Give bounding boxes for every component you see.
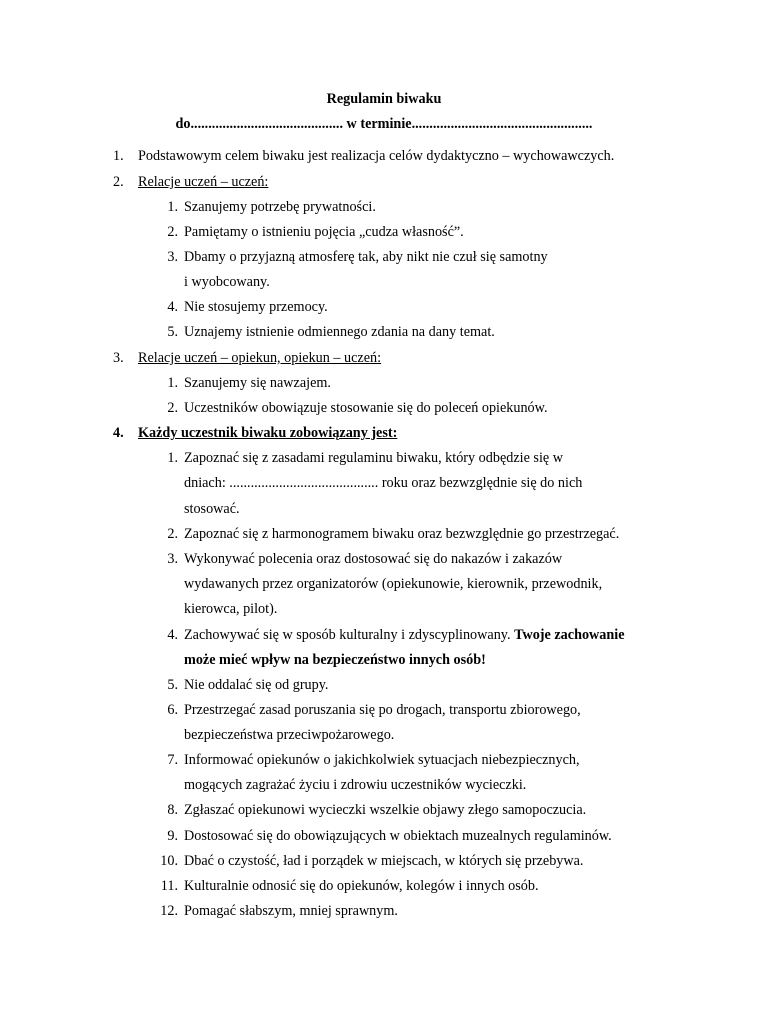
list-item-text: dniach: .......................................... roku oraz bezwzględnie się do nich [184, 475, 583, 491]
list-item-text: Nie stosujemy przemocy. [184, 299, 328, 315]
list-item-number: 10. [160, 853, 178, 869]
section-3-heading: Relacje uczeń – opiekun, opiekun – uczeń: [138, 350, 382, 366]
list-item-text: Dbać o czystość, ład i porządek w miejscach, w których się przebywa. [184, 853, 584, 869]
list-item-text: kierowca, pilot). [184, 601, 278, 617]
list-item-number: 7. [167, 752, 178, 768]
list-item-text-emphasis: może mieć wpływ na bezpieczeństwo innych osób! [184, 652, 486, 668]
list-item-number: 4. [167, 627, 178, 643]
list-item-text: mogących zagrażać życiu i zdrowiu uczestników wycieczki. [184, 777, 527, 793]
list-item-number: 5. [167, 324, 178, 340]
section-4-number: 4. [113, 425, 124, 441]
list-item-number: 2. [167, 400, 178, 416]
list-item-text: Zapoznać się z harmonogramem biwaku oraz bezwzględnie go przestrzegać. [184, 526, 620, 542]
list-item-text: Szanujemy się nawzajem. [184, 375, 331, 391]
section-2-heading: Relacje uczeń – uczeń: [138, 174, 269, 190]
list-item-text: Dostosować się do obowiązujących w obiektach muzealnych regulaminów. [184, 828, 612, 844]
section-2-number: 2. [113, 174, 124, 190]
list-item-number: 3. [167, 249, 178, 265]
section-3-number: 3. [113, 350, 124, 366]
list-item-number: 3. [167, 551, 178, 567]
list-item-number: 11. [160, 878, 178, 894]
list-item-text: Wykonywać polecenia oraz dostosować się do nakazów i zakazów [184, 551, 563, 567]
list-item-number: 8. [167, 802, 178, 818]
list-item-number: 2. [167, 526, 178, 542]
list-item-text: bezpieczeństwa przeciwpożarowego. [184, 727, 395, 743]
list-item-text: Dbamy o przyjazną atmosferę tak, aby nikt nie czuł się samotny [184, 249, 548, 265]
document-subtitle: do........................................... w terminie................................................... [175, 116, 593, 132]
section-1-number: 1. [113, 148, 124, 164]
list-item-text: Informować opiekunów o jakichkolwiek sytuacjach niebezpiecznych, [184, 752, 580, 768]
list-item-text-normal: Zachowywać się w sposób kulturalny i zdyscyplinowany. [184, 627, 515, 643]
list-item-number: 2. [167, 224, 178, 240]
list-item-number: 6. [167, 702, 178, 718]
list-item-text [184, 625, 625, 645]
list-item-number: 4. [167, 299, 178, 315]
list-item-number: 9. [167, 828, 178, 844]
document-title: Regulamin biwaku [326, 91, 442, 107]
list-item-text-emphasis: Twoje zachowanie [514, 627, 625, 643]
list-item-text: Szanujemy potrzebę prywatności. [184, 199, 376, 215]
list-item-text: i wyobcowany. [184, 274, 270, 290]
section-4-heading: Każdy uczestnik biwaku zobowiązany jest: [138, 425, 398, 441]
list-item-text: Nie oddalać się od grupy. [184, 677, 329, 693]
list-item-text: Zgłaszać opiekunowi wycieczki wszelkie objawy złego samopoczucia. [184, 802, 587, 818]
list-item-number: 1. [167, 375, 178, 391]
list-item-text: Kulturalnie odnosić się do opiekunów, kolegów i innych osób. [184, 878, 539, 894]
list-item-text: wydawanych przez organizatorów (opiekunowie, kierownik, przewodnik, [184, 576, 603, 592]
list-item-text: Pomagać słabszym, mniej sprawnym. [184, 903, 398, 919]
list-item-number: 12. [160, 903, 178, 919]
list-item-number: 5. [167, 677, 178, 693]
list-item-text: Uznajemy istnienie odmiennego zdania na dany temat. [184, 324, 495, 340]
list-item-text: stosować. [184, 501, 240, 517]
list-item-text: Uczestników obowiązuje stosowanie się do poleceń opiekunów. [184, 400, 548, 416]
list-item-text: Zapoznać się z zasadami regulaminu biwaku, który odbędzie się w [184, 450, 563, 466]
section-1-text: Podstawowym celem biwaku jest realizacja celów dydaktyczno – wychowawczych. [138, 148, 615, 164]
list-item-text: Przestrzegać zasad poruszania się po drogach, transportu zbiorowego, [184, 702, 581, 718]
list-item-number: 1. [167, 199, 178, 215]
list-item-number: 1. [167, 450, 178, 466]
list-item-text: Pamiętamy o istnieniu pojęcia „cudza własność”. [184, 224, 464, 240]
